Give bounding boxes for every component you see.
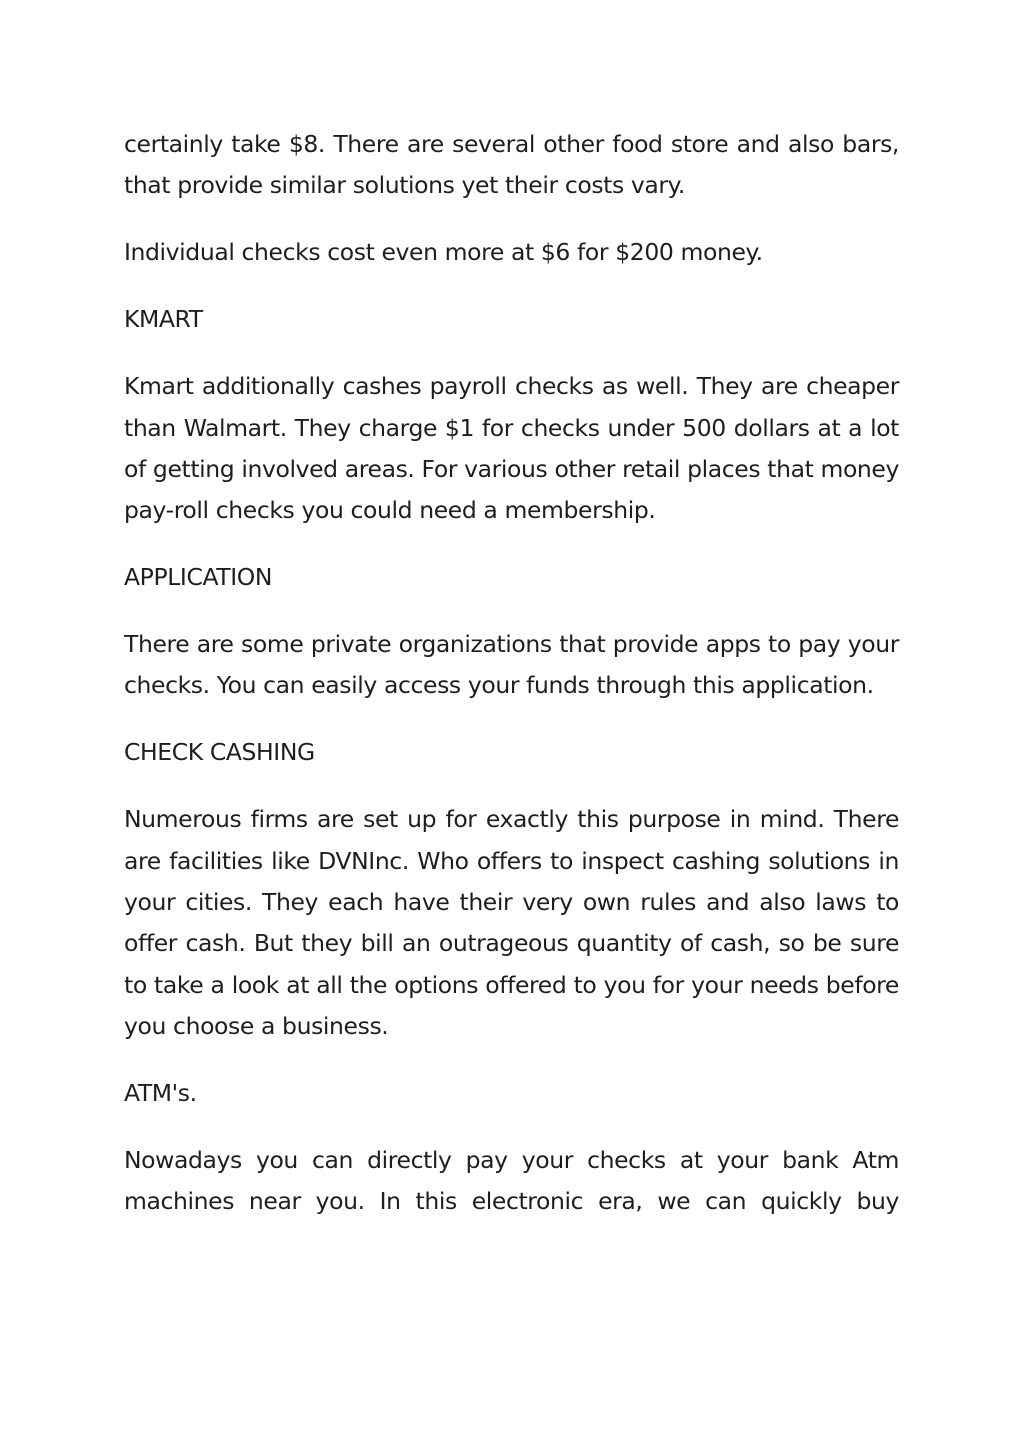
section-heading-check-cashing: CHECK CASHING xyxy=(124,738,315,767)
document-page xyxy=(124,124,899,1248)
paragraph-atms: Nowadays you can directly pay your checks at your bank Atm machines near you. In this electronic era, we can quickly buy xyxy=(124,1145,899,1216)
paragraph-individual-checks: Individual checks cost even more at $6 for $200 money. xyxy=(124,238,763,267)
paragraph-check-cashing: Numerous firms are set up for exactly this purpose in mind. There are facilities like DVNInc. Who offers to inspect cashing solutions in your cities. They each have their very own rules and also laws to offer cash. But they bill an outrageous quantity of cash, so be sure to take a look at all the options offered to you for your needs before you choose a business. xyxy=(124,805,899,1040)
paragraph-food-store-costs: certainly take $8. There are several other food store and also bars, that provide similar solutions yet their costs vary. xyxy=(124,130,899,200)
section-heading-application: APPLICATION xyxy=(124,563,273,592)
paragraph-kmart: Kmart additionally cashes payroll checks as well. They are cheaper than Walmart. They charge $1 for checks under 500 dollars at a lot of getting involved areas. For various other retail places that money pay-roll checks you could need a membership. xyxy=(124,372,899,525)
paragraph-application: There are some private organizations that provide apps to pay your checks. You can easily access your funds through this application. xyxy=(124,630,899,700)
section-heading-kmart: KMART xyxy=(124,305,203,334)
section-heading-atms: ATM's. xyxy=(124,1078,197,1107)
